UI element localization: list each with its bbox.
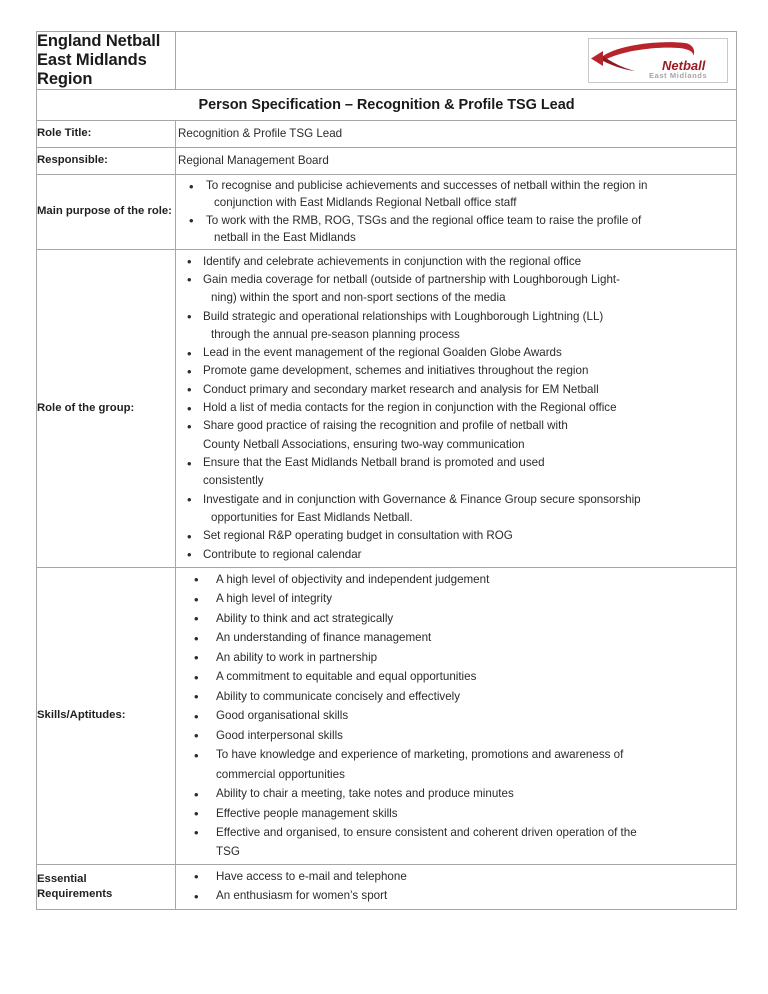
list-item: • Have access to e-mail and telephone (176, 867, 736, 886)
masthead-title-cell (37, 32, 176, 90)
document-title-row (37, 90, 737, 121)
list-item: • Set regional R&P operating budget in consultation with ROG (176, 527, 736, 545)
netball-east-midlands-logo (588, 38, 728, 83)
list-item: • Ensure that the East Midlands Netball brand is promoted and used consistently (176, 454, 736, 491)
list-item: • Share good practice of raising the recognition and profile of netball with County Netball Associations, ensuring two-way communication (176, 417, 736, 454)
list-item: • To recognise and publicise achievements and successes of netball within the region in conjunction with East Midlands Regional Netball office staff (176, 177, 736, 212)
responsible-value-cell (176, 148, 737, 175)
role-title-value-cell (176, 121, 737, 148)
list-item: • Build strategic and operational relationships with Loughborough Lightning (LL) through the annual pre-season planning process (176, 308, 736, 345)
role-of-group-list (176, 250, 736, 567)
role-title-value: Recognition & Profile TSG Lead (178, 127, 343, 141)
organisation-title: England Netball East Midlands Region (37, 32, 161, 88)
essential-requirements-label-line2: Requirements (37, 887, 113, 900)
essential-requirements-list (176, 865, 736, 909)
main-purpose-row (37, 175, 737, 250)
main-purpose-label: Main purpose of the role: (37, 175, 176, 250)
list-item: • Identify and celebrate achievements in conjunction with the regional office (176, 253, 736, 271)
list-item: • An understanding of finance management (176, 628, 736, 647)
list-item: • An enthusiasm for women’s sport (176, 886, 736, 905)
responsible-label: Responsible: (37, 148, 176, 175)
list-item: • Gain media coverage for netball (outside of partnership with Loughborough Light- ning) within the sport and non-sport sections of the media (176, 271, 736, 308)
role-of-group-label: Role of the group: (37, 249, 176, 567)
role-title-row (37, 121, 737, 148)
main-purpose-cell (176, 175, 737, 250)
essential-requirements-label (37, 864, 176, 909)
list-item: • Ability to chair a meeting, take notes and produce minutes (176, 784, 736, 803)
list-item: • Effective people management skills (176, 804, 736, 823)
list-item: • Good interpersonal skills (176, 726, 736, 745)
role-of-group-row (37, 249, 737, 567)
skills-aptitudes-list (176, 568, 736, 864)
list-item: • To work with the RMB, ROG, TSGs and the regional office team to raise the profile of netball in the East Midlands (176, 212, 736, 247)
list-item: • Contribute to regional calendar (176, 546, 736, 564)
page-title: Person Specification – Recognition & Profile TSG Lead (198, 97, 575, 113)
person-specification-table (36, 31, 737, 910)
svg-text:Netball: Netball (662, 58, 706, 73)
list-item: • A high level of integrity (176, 589, 736, 608)
list-item: • To have knowledge and experience of marketing, promotions and awareness of commercial opportunities (176, 745, 736, 784)
list-item: • Hold a list of media contacts for the region in conjunction with the Regional office (176, 399, 736, 417)
list-item: • Ability to communicate concisely and effectively (176, 687, 736, 706)
essential-requirements-cell (176, 864, 737, 909)
role-title-label: Role Title: (37, 121, 176, 148)
skills-aptitudes-label: Skills/Aptitudes: (37, 567, 176, 864)
list-item: • An ability to work in partnership (176, 648, 736, 667)
essential-requirements-label-line1: Essential (37, 872, 87, 885)
skills-aptitudes-row (37, 567, 737, 864)
list-item: • Effective and organised, to ensure consistent and coherent driven operation of the TSG (176, 823, 736, 862)
list-item: • Investigate and in conjunction with Governance & Finance Group secure sponsorship opportunities for East Midlands Netball. (176, 491, 736, 528)
responsible-row (37, 148, 737, 175)
responsible-value: Regional Management Board (178, 154, 329, 168)
list-item: • Lead in the event management of the regional Goalden Globe Awards (176, 344, 736, 362)
list-item: • Promote game development, schemes and initiatives throughout the region (176, 362, 736, 380)
document-title-cell (37, 90, 737, 121)
list-item: • A commitment to equitable and equal opportunities (176, 667, 736, 686)
list-item: • Conduct primary and secondary market research and analysis for EM Netball (176, 381, 736, 399)
masthead-logo-cell (176, 32, 737, 90)
main-purpose-list (176, 175, 736, 249)
list-item: • Ability to think and act strategically (176, 609, 736, 628)
svg-text:East Midlands: East Midlands (649, 71, 708, 80)
essential-requirements-row (37, 864, 737, 909)
role-of-group-cell (176, 249, 737, 567)
netball-swoosh-icon (589, 39, 727, 82)
list-item: • A high level of objectivity and independent judgement (176, 570, 736, 589)
masthead-row (37, 32, 737, 90)
list-item: • Good organisational skills (176, 706, 736, 725)
skills-aptitudes-cell (176, 567, 737, 864)
